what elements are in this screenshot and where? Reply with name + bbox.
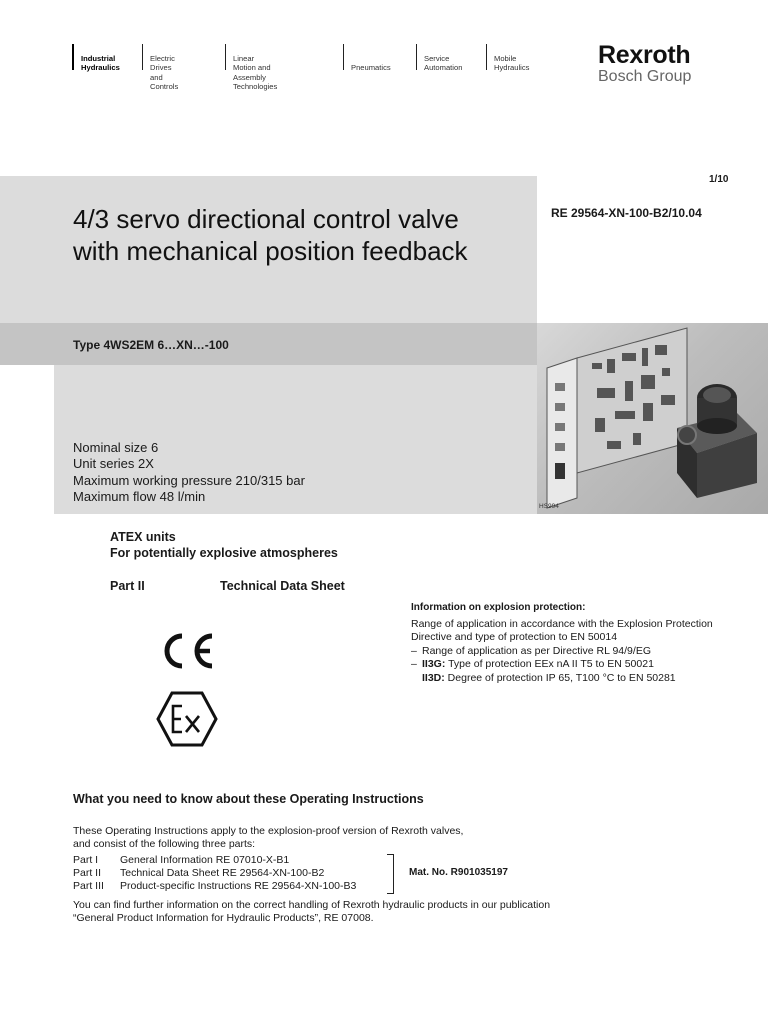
nav-label: Industrial (81, 53, 116, 63)
photo-id: HS994 (539, 503, 559, 510)
ex-mark-icon (156, 691, 218, 747)
spec-list (73, 440, 305, 505)
nav-label: Linear Motion and (233, 53, 271, 72)
product-photo (537, 323, 768, 514)
nav-label: Hydraulics (494, 63, 530, 72)
footer-paragraph (73, 899, 633, 925)
part-number: Part III (73, 880, 104, 892)
nav-label: Service (424, 53, 450, 63)
page-title (73, 203, 533, 267)
info-heading: Information on explosion protection: (411, 602, 586, 613)
part-title: Technical Data Sheet (220, 579, 345, 593)
info-list-item (411, 645, 751, 659)
nav-label: Pneumatics (351, 63, 391, 72)
nav-item-mobile-hydraulics[interactable] (486, 44, 529, 70)
spec-pressure: Maximum working pressure 210/315 bar (73, 472, 305, 488)
nav-item-electric-drives[interactable] (142, 44, 179, 91)
nav-item-pneumatics[interactable] (343, 44, 391, 70)
spec-unit-series: Unit series 2X (73, 456, 154, 472)
type-designation: Type 4WS2EM 6…XN…-100 (73, 338, 229, 352)
brand-group: Bosch Group (598, 68, 692, 85)
nav-label: Mobile (494, 53, 517, 63)
nav-item-industrial-hydraulics[interactable] (72, 44, 120, 70)
atex-subtitle: For potentially explosive atmospheres (110, 546, 338, 560)
intro-line: These Operating Instructions apply to the explosion-proof version of Rexroth valves, (73, 825, 464, 837)
list-dash: – (411, 658, 417, 670)
part-description: Product-specific Instructions RE 29564-XN-100-B3 (120, 880, 357, 892)
info-item-label: II3G: (422, 658, 446, 670)
title-line: 4/3 servo directional control valve (73, 204, 459, 234)
part-description: General Information RE 07010-X-B1 (120, 854, 290, 866)
intro-line: and consist of the following three parts: (73, 838, 256, 850)
info-item-text: Type of protection EEx nA II T5 to EN 50021 (445, 658, 654, 670)
part-description: Technical Data Sheet RE 29564-XN-100-B2 (120, 867, 325, 879)
title-line: with mechanical position feedback (73, 236, 468, 266)
page-number: 1/10 (709, 174, 729, 185)
nav-label: Hydraulics (81, 63, 120, 72)
part-number: Part I (73, 854, 99, 866)
info-item-text: Degree of protection IP 65, T100 °C to EN 50281 (444, 671, 676, 684)
info-list-item (411, 658, 751, 672)
nav-label: Assembly Technologies (233, 72, 278, 91)
footer-line: You can find further information on the correct handling of Rexroth hydraulic products in our publication (73, 899, 551, 911)
nav-item-service-automation[interactable] (416, 44, 462, 70)
bracket (387, 854, 394, 894)
part-label: Part II (110, 579, 145, 593)
product-photo-graphic (537, 323, 768, 514)
material-number: Mat. No. R901035197 (409, 867, 508, 878)
footer-line: “General Product Information for Hydraulic Products”, RE 07008. (73, 912, 374, 924)
brand-logo (598, 42, 691, 85)
explosion-protection-info (411, 601, 751, 685)
document-reference: RE 29564-XN-100-B2/10.04 (551, 206, 702, 220)
spec-flow: Maximum flow 48 l/min (73, 488, 206, 504)
part-number: Part II (73, 867, 102, 879)
info-item-text: Range of application as per Directive RL 94/9/EG (422, 644, 651, 657)
nav-label: and Controls (150, 72, 179, 91)
nav-item-linear-motion[interactable] (225, 44, 278, 91)
ce-mark-icon (156, 630, 218, 672)
spacer (0, 365, 54, 514)
list-dash: – (411, 644, 417, 657)
spec-nominal-size: Nominal size 6 (73, 440, 159, 455)
atex-title: ATEX units (110, 530, 176, 544)
info-item-label: II3D: (422, 671, 445, 684)
section-heading: What you need to know about these Operating Instructions (73, 792, 424, 806)
info-paragraph: Range of application in accordance with the Explosion Protection Directive and type of protection to EN 50014 (411, 617, 713, 643)
nav-label: Electric Drives (150, 53, 175, 72)
intro-paragraph (73, 825, 593, 851)
info-list-item (411, 672, 751, 686)
brand-name: Rexroth (598, 41, 691, 69)
nav-label: Automation (424, 63, 463, 72)
